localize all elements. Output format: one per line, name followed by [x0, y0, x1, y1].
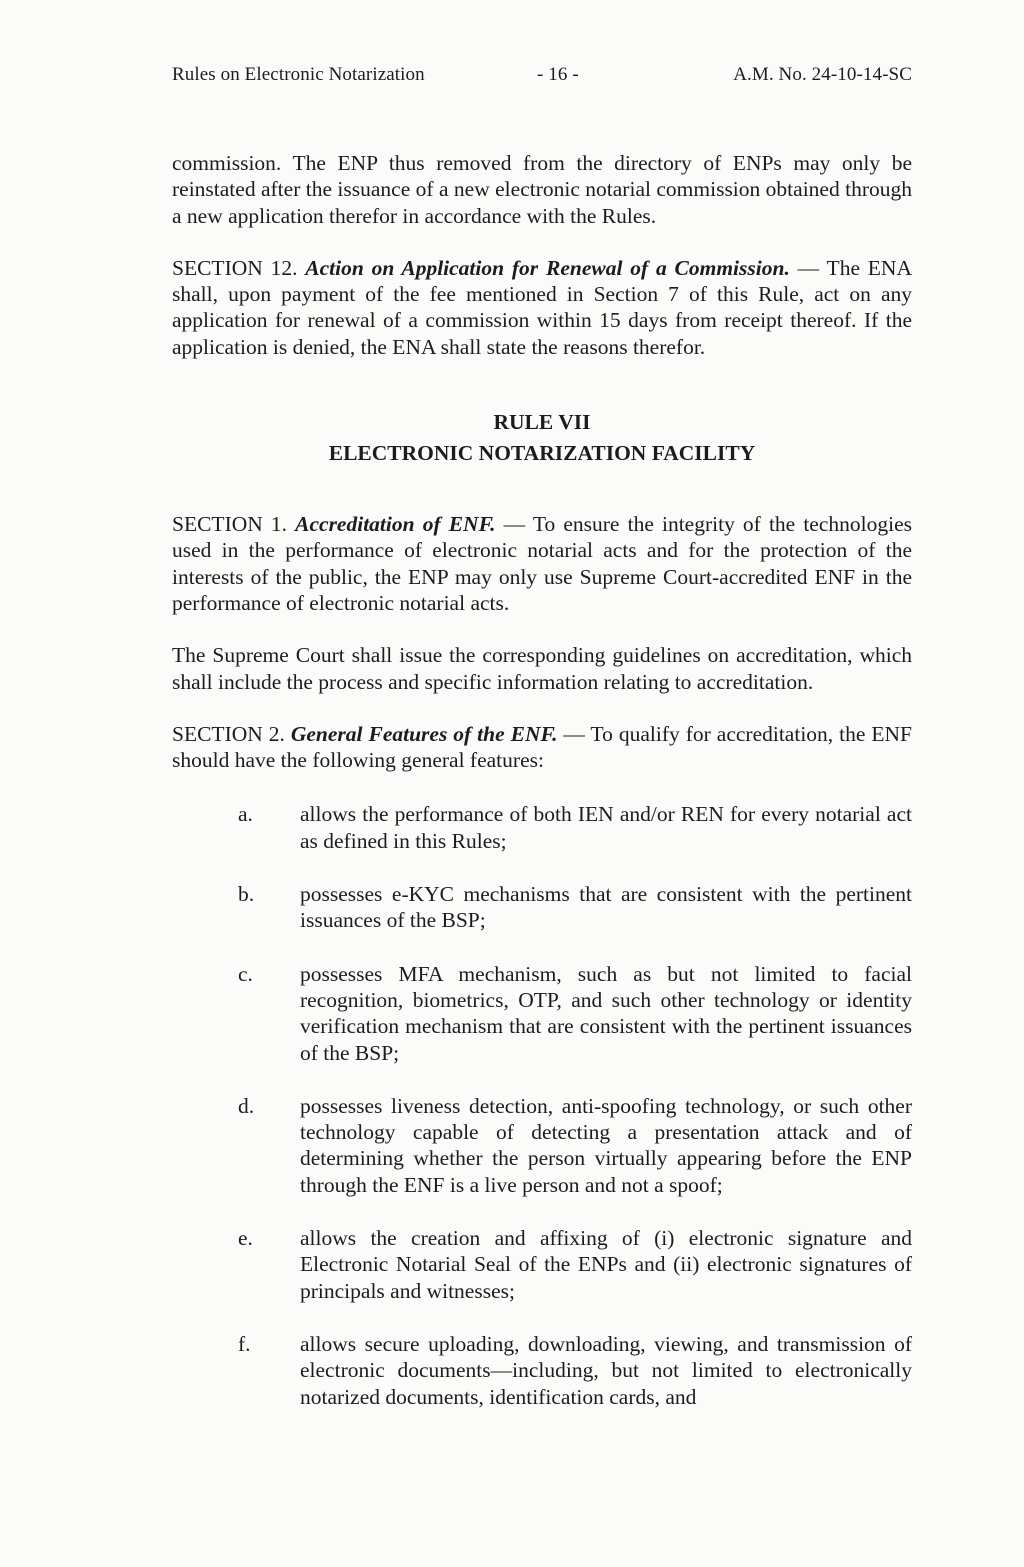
item-label: b.	[238, 882, 255, 907]
item-text: allows the performance of both IEN and/or REN for every notarial act as defined in this Rules;	[300, 802, 912, 853]
list-item	[172, 1331, 912, 1410]
item-label: f.	[238, 1331, 251, 1356]
paragraph-commission: commission. The ENP thus removed from the directory of ENPs may only be reinstated after the issuance of a new electronic notarial commission obtained through a new application therefor in accordance with the Rules.	[172, 151, 912, 228]
item-label: a.	[238, 802, 253, 827]
list-item	[172, 881, 912, 934]
item-text: possesses MFA mechanism, such as but not limited to facial recognition, biometrics, OTP, and such other technology or identity verification mechanism that are consistent with the pertinent issuances of the BSP;	[300, 961, 912, 1065]
section-label: SECTION 2.	[172, 721, 291, 746]
item-label: e.	[238, 1226, 253, 1251]
section-label: SECTION 1.	[172, 512, 296, 537]
section-body: — To ensure the integrity of the technologies used in the performance of electronic notarial acts and for the protection of the interests of the public, the ENP may only use Supreme Court-accredited ENF in the performance of electronic notarial acts.	[172, 512, 912, 615]
rule-number: RULE VII	[493, 410, 591, 435]
section-label: SECTION 12.	[172, 255, 306, 280]
list-item	[172, 801, 912, 854]
section-2	[172, 721, 912, 774]
document-body	[172, 150, 912, 1437]
paragraph-guidelines: The Supreme Court shall issue the corresponding guidelines on accreditation, which shall include the process and specific information relating to accreditation.	[172, 643, 912, 694]
section-12	[172, 255, 912, 360]
section-title: Accreditation of ENF.	[295, 512, 496, 537]
section-body: — The ENA shall, upon payment of the fee mentioned in Section 7 of this Rule, act on any application for renewal of a commission within 15 days from receipt thereof. If the application is denied, the ENA shall state the reasons therefor.	[172, 255, 912, 359]
section-title: General Features of the ENF.	[290, 721, 558, 746]
section-title: Action on Application for Renewal of a Commission.	[305, 255, 790, 280]
page-number: - 16 -	[537, 64, 579, 85]
rule-heading	[172, 407, 912, 469]
list-item	[172, 1093, 912, 1198]
item-label: c.	[238, 961, 253, 986]
rule-title: ELECTRONIC NOTARIZATION FACILITY	[328, 441, 756, 466]
list-item	[172, 961, 912, 1066]
item-text: possesses e-KYC mechanisms that are consistent with the pertinent issuances of the BSP;	[300, 882, 912, 933]
section-1	[172, 511, 912, 616]
item-text: allows secure uploading, downloading, viewing, and transmission of electronic documents—including, but not limited to electronically notarized documents, identification cards, and	[300, 1331, 912, 1409]
section-body: — To qualify for accreditation, the ENF should have the following general features:	[172, 721, 912, 773]
list-item	[172, 1225, 912, 1304]
item-label: d.	[238, 1093, 255, 1118]
item-text: allows the creation and affixing of (i) electronic signature and Electronic Notarial Seal of the ENPs and (ii) electronic signatures of principals and witnesses;	[300, 1226, 912, 1303]
case-number: A.M. No. 24-10-14-SC	[733, 64, 912, 85]
header-title: Rules on Electronic Notarization	[172, 64, 425, 85]
features-list	[172, 801, 912, 1409]
item-text: possesses liveness detection, anti-spoofing technology, or such other technology capable of detecting a presentation attack and of determining whether the person virtually appearing before the ENP through the ENF is a live person and not a spoof;	[300, 1093, 912, 1197]
